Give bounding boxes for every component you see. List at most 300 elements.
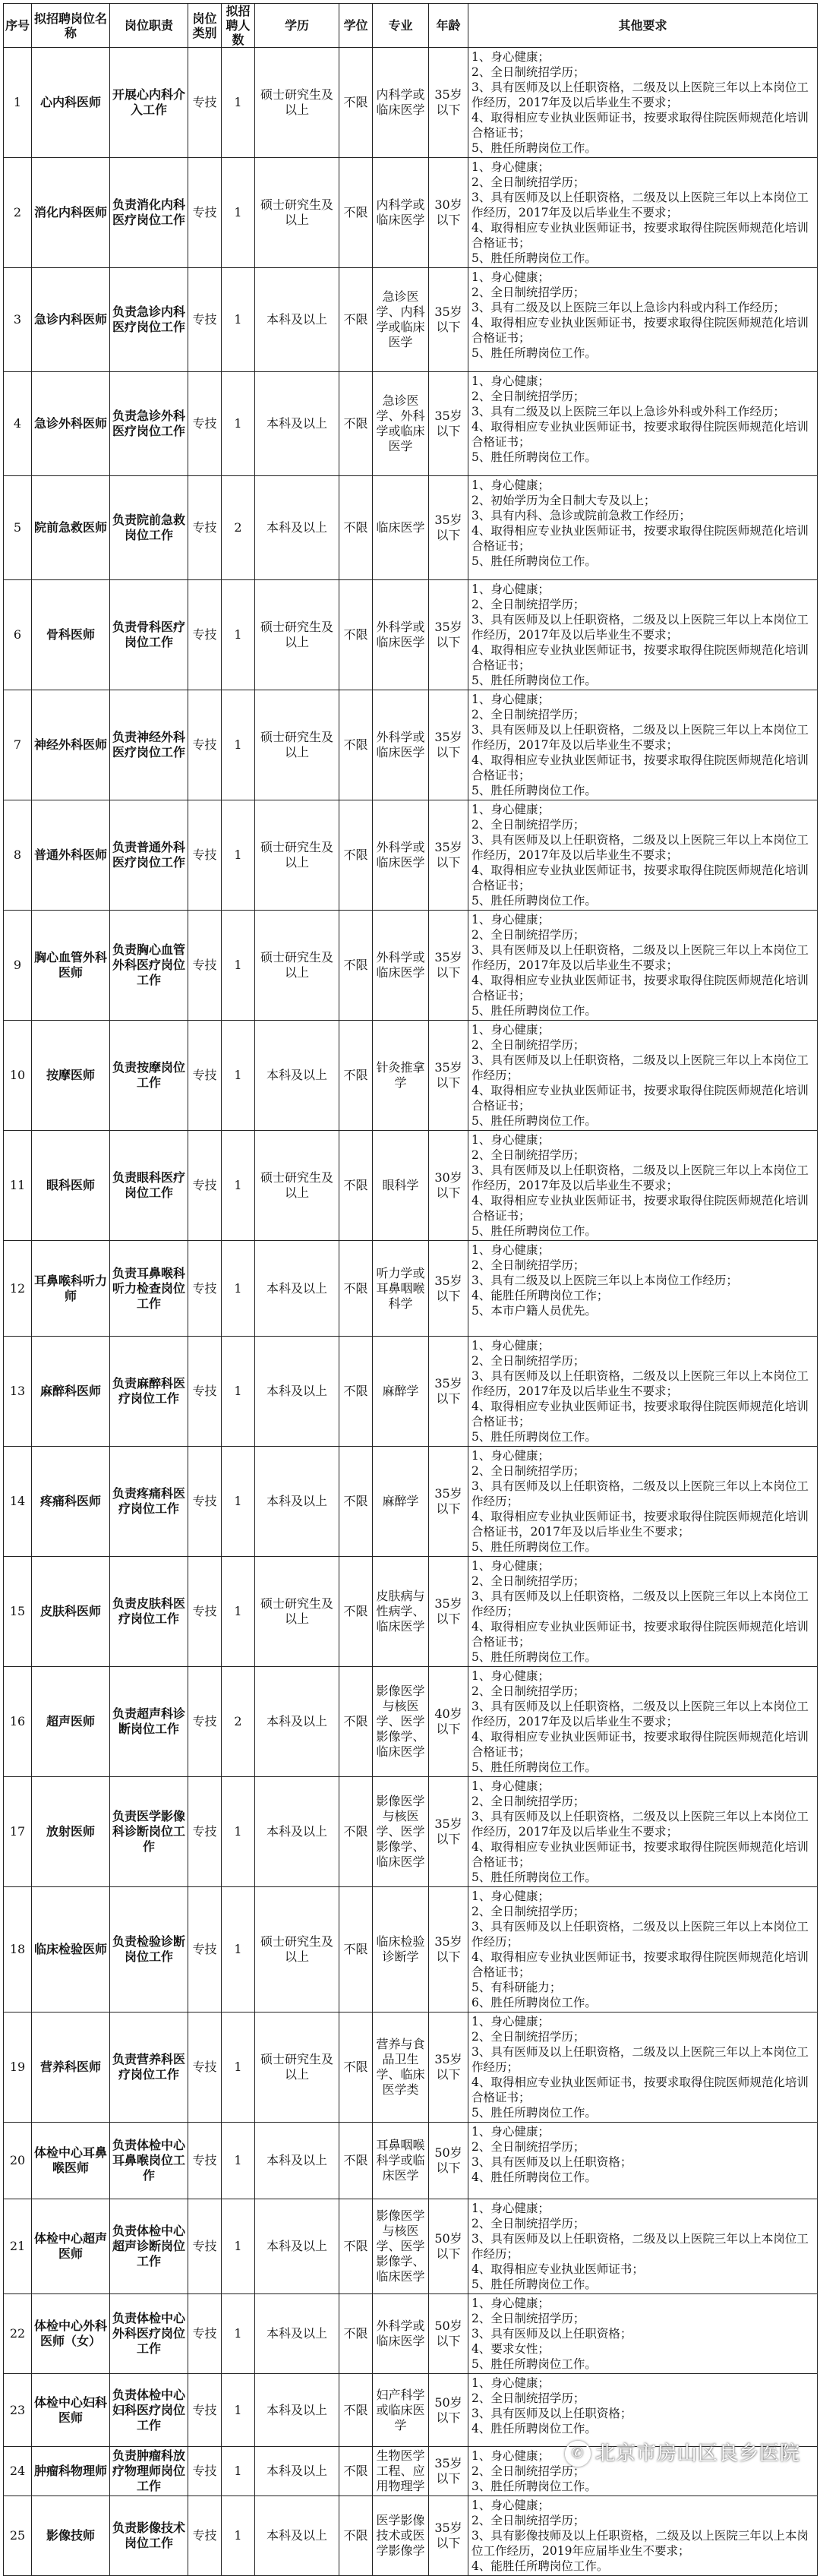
major: 临床医学 bbox=[373, 476, 429, 580]
requirement-line: 3、具有医师及以上任职资格，二级及以上医院三年以上本岗位工作经历，2017年及以后毕业生不要求； bbox=[472, 1810, 809, 1839]
major: 影像医学与核医学、医学影像学、临床医学 bbox=[373, 1667, 429, 1777]
row-number: 12 bbox=[4, 1241, 32, 1337]
position-name: 消化内科医师 bbox=[32, 158, 110, 268]
requirement-line: 5、胜任所聘岗位工作。 bbox=[472, 346, 597, 360]
degree: 不限 bbox=[339, 476, 373, 580]
requirement-line: 2、全日制统招学历； bbox=[472, 598, 585, 611]
hire-count: 1 bbox=[222, 1887, 255, 2012]
requirement-line: 1、身心健康； bbox=[472, 2125, 550, 2139]
requirements bbox=[468, 1241, 818, 1337]
requirement-line: 1、身心健康； bbox=[472, 50, 550, 64]
requirements bbox=[468, 580, 818, 690]
requirement-line: 4、能胜任所聘岗位工作； bbox=[472, 1289, 609, 1302]
requirements bbox=[468, 1021, 818, 1131]
hire-count: 1 bbox=[222, 48, 255, 158]
requirement-line: 2、全日制统招学历； bbox=[472, 65, 585, 79]
position-name: 临床检验医师 bbox=[32, 1887, 110, 2012]
position-duty: 负责皮肤科医疗岗位工作 bbox=[110, 1557, 188, 1667]
education: 本科及以上 bbox=[255, 1337, 339, 1447]
education: 硕士研究生及以上 bbox=[255, 800, 339, 911]
hire-count: 1 bbox=[222, 1131, 255, 1241]
education: 本科及以上 bbox=[255, 1447, 339, 1557]
requirements bbox=[468, 1447, 818, 1557]
age-limit: 50岁以下 bbox=[429, 2123, 468, 2199]
degree: 不限 bbox=[339, 1337, 373, 1447]
requirement-line: 4、取得相应专业执业医师证书，按要求取得住院医师规范化培训合格证书，2017年及以后毕业生不要求； bbox=[472, 1510, 809, 1539]
requirement-line: 4、取得相应专业执业医师证书，按要求取得住院医师规范化培训合格证书； bbox=[472, 643, 809, 672]
requirement-line: 4、取得相应专业执业医师证书，按要求取得住院医师规范化培训合格证书； bbox=[472, 1194, 809, 1223]
degree: 不限 bbox=[339, 580, 373, 690]
row-number: 14 bbox=[4, 1447, 32, 1557]
requirement-line: 5、胜任所聘岗位工作。 bbox=[472, 894, 597, 908]
requirements bbox=[468, 2374, 818, 2447]
major: 皮肤病与性病学、临床医学 bbox=[373, 1557, 429, 1667]
requirement-line: 3、具有内科、急诊或院前急救工作经历； bbox=[472, 509, 691, 522]
degree: 不限 bbox=[339, 372, 373, 476]
education: 本科及以上 bbox=[255, 2374, 339, 2447]
education: 硕士研究生及以上 bbox=[255, 911, 339, 1021]
degree: 不限 bbox=[339, 268, 373, 372]
requirement-line: 5、胜任所聘岗位工作。 bbox=[472, 251, 597, 265]
row-number: 16 bbox=[4, 1667, 32, 1777]
education: 硕士研究生及以上 bbox=[255, 1131, 339, 1241]
table-row bbox=[4, 2123, 818, 2199]
age-limit: 35岁以下 bbox=[429, 911, 468, 1021]
table-row bbox=[4, 268, 818, 372]
requirement-line: 3、具有医师及以上任职资格，二级及以上医院三年以上本岗位工作经历，2017年及以后毕业生不要求； bbox=[472, 191, 809, 219]
requirement-line: 5、本市户籍人员优先。 bbox=[472, 1304, 597, 1318]
table-row bbox=[4, 476, 818, 580]
education: 硕士研究生及以上 bbox=[255, 690, 339, 800]
age-limit: 35岁以下 bbox=[429, 1021, 468, 1131]
major: 耳鼻咽喉科学或临床医学 bbox=[373, 2123, 429, 2199]
position-name: 体检中心外科医师（女） bbox=[32, 2294, 110, 2374]
requirement-line: 3、具有医师及以上任职资格，二级及以上医院三年以上本岗位工作经历； bbox=[472, 2232, 809, 2261]
hire-count: 1 bbox=[222, 911, 255, 1021]
requirement-line: 3、具有医师及以上任职资格，二级及以上医院三年以上本岗位工作经历，2017年及以后毕业生不要求； bbox=[472, 1700, 809, 1728]
position-name: 急诊内科医师 bbox=[32, 268, 110, 372]
requirement-line: 5、胜任所聘岗位工作。 bbox=[472, 1004, 597, 1018]
education: 本科及以上 bbox=[255, 2123, 339, 2199]
header-age: 年龄 bbox=[429, 4, 468, 48]
requirement-line: 3、具有医师及以上任职资格； bbox=[472, 2327, 632, 2341]
age-limit: 35岁以下 bbox=[429, 1777, 468, 1887]
table-row bbox=[4, 2199, 818, 2294]
position-duty: 负责消化内科医疗岗位工作 bbox=[110, 158, 188, 268]
requirement-line: 1、身心健康； bbox=[472, 803, 550, 816]
position-duty: 负责普通外科医疗岗位工作 bbox=[110, 800, 188, 911]
hire-count: 1 bbox=[222, 268, 255, 372]
row-number: 10 bbox=[4, 1021, 32, 1131]
age-limit: 35岁以下 bbox=[429, 476, 468, 580]
requirement-line: 4、取得相应专业执业医师证书，按要求取得住院医师规范化培训合格证书； bbox=[472, 316, 809, 345]
hire-count: 1 bbox=[222, 1337, 255, 1447]
age-limit: 35岁以下 bbox=[429, 580, 468, 690]
header-degree: 学位 bbox=[339, 4, 373, 48]
requirement-line: 3、具有医师及以上任职资格，二级及以上医院三年以上本岗位工作经历； bbox=[472, 1589, 809, 1618]
major: 外科学或临床医学 bbox=[373, 2294, 429, 2374]
requirements bbox=[468, 1777, 818, 1887]
position-name: 眼科医师 bbox=[32, 1131, 110, 1241]
requirement-line: 1、身心健康； bbox=[472, 160, 550, 174]
age-limit: 35岁以下 bbox=[429, 1447, 468, 1557]
requirement-line: 1、身心健康； bbox=[472, 582, 550, 596]
hire-count: 1 bbox=[222, 1777, 255, 1887]
requirement-line: 4、能胜任所聘岗位工作。 bbox=[472, 2559, 609, 2573]
major: 外科学或临床医学 bbox=[373, 580, 429, 690]
position-category: 专技 bbox=[188, 1021, 222, 1131]
requirement-line: 2、全日制统招学历； bbox=[472, 2312, 585, 2325]
row-number: 24 bbox=[4, 2447, 32, 2496]
position-name: 普通外科医师 bbox=[32, 800, 110, 911]
position-name: 麻醉科医师 bbox=[32, 1337, 110, 1447]
degree: 不限 bbox=[339, 1447, 373, 1557]
requirement-line: 3、具有医师及以上任职资格，二级及以上医院三年以上本岗位工作经历，2017年及以后毕业生不要求； bbox=[472, 1163, 809, 1192]
position-duty: 负责胸心血管外科医疗岗位工作 bbox=[110, 911, 188, 1021]
hire-count: 2 bbox=[222, 1667, 255, 1777]
table-row bbox=[4, 2374, 818, 2447]
education: 硕士研究生及以上 bbox=[255, 1887, 339, 2012]
requirement-line: 3、具有医师及以上任职资格，二级及以上医院三年以上本岗位工作经历，2017年及以后毕业生不要求； bbox=[472, 1369, 809, 1398]
major: 针灸推拿学 bbox=[373, 1021, 429, 1131]
degree: 不限 bbox=[339, 2123, 373, 2199]
requirement-line: 1、身心健康； bbox=[472, 2449, 550, 2463]
position-category: 专技 bbox=[188, 580, 222, 690]
major: 内科学或临床医学 bbox=[373, 48, 429, 158]
education: 硕士研究生及以上 bbox=[255, 2012, 339, 2123]
position-duty: 负责体检中心妇科医疗岗位工作 bbox=[110, 2374, 188, 2447]
position-duty: 负责营养科医疗岗位工作 bbox=[110, 2012, 188, 2123]
age-limit: 35岁以下 bbox=[429, 1241, 468, 1337]
requirement-line: 4、要求女性； bbox=[472, 2342, 550, 2356]
position-category: 专技 bbox=[188, 268, 222, 372]
position-duty: 负责医学影像科诊断岗位工作 bbox=[110, 1777, 188, 1887]
position-category: 专技 bbox=[188, 2294, 222, 2374]
hire-count: 1 bbox=[222, 2374, 255, 2447]
degree: 不限 bbox=[339, 911, 373, 1021]
requirements bbox=[468, 800, 818, 911]
position-category: 专技 bbox=[188, 1557, 222, 1667]
position-category: 专技 bbox=[188, 1241, 222, 1337]
hire-count: 1 bbox=[222, 1557, 255, 1667]
position-duty: 负责麻醉科医疗岗位工作 bbox=[110, 1337, 188, 1447]
position-duty: 负责眼科医疗岗位工作 bbox=[110, 1131, 188, 1241]
position-name: 超声医师 bbox=[32, 1667, 110, 1777]
hire-count: 1 bbox=[222, 2012, 255, 2123]
position-category: 专技 bbox=[188, 1667, 222, 1777]
major: 麻醉学 bbox=[373, 1337, 429, 1447]
age-limit: 35岁以下 bbox=[429, 268, 468, 372]
position-name: 疼痛科医师 bbox=[32, 1447, 110, 1557]
position-name: 急诊外科医师 bbox=[32, 372, 110, 476]
requirement-line: 3、具有医师及以上任职资格，二级及以上医院三年以上本岗位工作经历； bbox=[472, 1479, 809, 1508]
position-category: 专技 bbox=[188, 48, 222, 158]
requirement-line: 4、取得相应专业执业医师证书，按要求取得住院医师规范化培训合格证书； bbox=[472, 1620, 809, 1649]
position-duty: 负责骨科医疗岗位工作 bbox=[110, 580, 188, 690]
requirements bbox=[468, 2294, 818, 2374]
requirements bbox=[468, 476, 818, 580]
hire-count: 1 bbox=[222, 2496, 255, 2576]
requirement-line: 2、全日制统招学历； bbox=[472, 1464, 585, 1478]
education: 本科及以上 bbox=[255, 1667, 339, 1777]
table-row bbox=[4, 1021, 818, 1131]
requirement-line: 5、胜任所聘岗位工作。 bbox=[472, 1650, 597, 1664]
position-category: 专技 bbox=[188, 1337, 222, 1447]
hire-count: 1 bbox=[222, 158, 255, 268]
requirements bbox=[468, 2496, 818, 2576]
major: 听力学或耳鼻咽喉科学 bbox=[373, 1241, 429, 1337]
requirement-line: 2、全日制统招学历； bbox=[472, 1148, 585, 1162]
position-name: 按摩医师 bbox=[32, 1021, 110, 1131]
hire-count: 1 bbox=[222, 2123, 255, 2199]
header-position: 拟招聘岗位名称 bbox=[32, 4, 110, 48]
position-name: 皮肤科医师 bbox=[32, 1557, 110, 1667]
header-requirements: 其他要求 bbox=[468, 4, 818, 48]
age-limit: 35岁以下 bbox=[429, 1887, 468, 2012]
position-duty: 负责疼痛科医疗岗位工作 bbox=[110, 1447, 188, 1557]
hire-count: 1 bbox=[222, 800, 255, 911]
requirements bbox=[468, 911, 818, 1021]
major: 医学影像技术或医学影像学 bbox=[373, 2496, 429, 2576]
wechat-logo-icon: ✆ bbox=[565, 2441, 591, 2467]
age-limit: 35岁以下 bbox=[429, 2012, 468, 2123]
table-header-row bbox=[4, 4, 818, 48]
requirement-line: 3、具有医师及以上任职资格，二级及以上医院三年以上本岗位工作经历，2017年及以后毕业生不要求； bbox=[472, 613, 809, 642]
requirements bbox=[468, 2123, 818, 2199]
position-name: 放射医师 bbox=[32, 1777, 110, 1887]
requirement-line: 4、取得相应专业执业医师证书，按要求取得住院医师规范化培训合格证书； bbox=[472, 2076, 809, 2104]
row-number: 19 bbox=[4, 2012, 32, 2123]
requirement-line: 4、取得相应专业执业医师证书，按要求取得住院医师规范化培训合格证书； bbox=[472, 1730, 809, 1759]
requirement-line: 3、具有医师及以上任职资格，二级及以上医院三年以上本岗位工作经历，2017年及以后毕业生不要求； bbox=[472, 80, 809, 109]
requirement-line: 2、全日制统招学历； bbox=[472, 708, 585, 721]
table-row bbox=[4, 2012, 818, 2123]
requirements bbox=[468, 48, 818, 158]
education: 硕士研究生及以上 bbox=[255, 580, 339, 690]
requirement-line: 5、胜任所聘岗位工作。 bbox=[472, 2357, 597, 2371]
age-limit: 50岁以下 bbox=[429, 2199, 468, 2294]
requirement-line: 1、身心健康； bbox=[472, 2015, 550, 2028]
position-duty: 负责体检中心外科医疗岗位工作 bbox=[110, 2294, 188, 2374]
hire-count: 1 bbox=[222, 1241, 255, 1337]
education: 硕士研究生及以上 bbox=[255, 1557, 339, 1667]
major: 外科学或临床医学 bbox=[373, 911, 429, 1021]
requirement-line: 4、取得相应专业执业医师证书，按要求取得住院医师规范化培训合格证书； bbox=[472, 111, 809, 140]
age-limit: 50岁以下 bbox=[429, 2294, 468, 2374]
major: 临床检验诊断学 bbox=[373, 1887, 429, 2012]
header-major: 专业 bbox=[373, 4, 429, 48]
position-name: 骨科医师 bbox=[32, 580, 110, 690]
requirement-line: 3、具有二级及以上医院三年以上急诊外科或外科工作经历； bbox=[472, 405, 785, 418]
requirement-line: 1、身心健康； bbox=[472, 2202, 550, 2215]
header-count: 拟招聘人数 bbox=[222, 4, 255, 48]
requirement-line: 2、全日制统招学历； bbox=[472, 2391, 585, 2405]
requirement-line: 5、胜任所聘岗位工作。 bbox=[472, 674, 597, 687]
major: 影像医学与核医学、医学影像学、临床医学 bbox=[373, 1777, 429, 1887]
row-number: 15 bbox=[4, 1557, 32, 1667]
requirement-line: 2、全日制统招学历； bbox=[472, 286, 585, 299]
requirement-line: 2、初始学历为全日制大专及以上； bbox=[472, 494, 656, 507]
table-row bbox=[4, 1667, 818, 1777]
requirement-line: 5、有科研能力； bbox=[472, 1981, 562, 1994]
requirements bbox=[468, 1337, 818, 1447]
row-number: 6 bbox=[4, 580, 32, 690]
requirement-line: 2、全日制统招学历； bbox=[472, 1684, 585, 1698]
position-name: 影像技师 bbox=[32, 2496, 110, 2576]
requirement-line: 1、身心健康； bbox=[472, 2499, 550, 2512]
position-name: 营养科医师 bbox=[32, 2012, 110, 2123]
education: 本科及以上 bbox=[255, 476, 339, 580]
position-duty: 负责耳鼻喉科听力检查岗位工作 bbox=[110, 1241, 188, 1337]
position-name: 院前急救医师 bbox=[32, 476, 110, 580]
position-duty: 负责急诊内科医疗岗位工作 bbox=[110, 268, 188, 372]
hire-count: 1 bbox=[222, 580, 255, 690]
table-row bbox=[4, 1447, 818, 1557]
hire-count: 1 bbox=[222, 372, 255, 476]
position-category: 专技 bbox=[188, 158, 222, 268]
age-limit: 35岁以下 bbox=[429, 1337, 468, 1447]
requirement-line: 2、全日制统招学历； bbox=[472, 390, 585, 403]
age-limit: 30岁以下 bbox=[429, 1131, 468, 1241]
requirement-line: 1、身心健康； bbox=[472, 1243, 550, 1257]
requirement-line: 2、全日制统招学历； bbox=[472, 1258, 585, 1272]
age-limit: 40岁以下 bbox=[429, 1667, 468, 1777]
hire-count: 1 bbox=[222, 1447, 255, 1557]
requirement-line: 4、取得相应专业执业医师证书，按要求取得住院医师规范化培训合格证书； bbox=[472, 1084, 809, 1113]
position-category: 专技 bbox=[188, 2496, 222, 2576]
requirement-line: 3、具有医师及以上任职资格，二级及以上医院三年以上本岗位工作经历，2017年及以后毕业生不要求； bbox=[472, 833, 809, 862]
requirement-line: 4、取得相应专业执业医师证书； bbox=[472, 2262, 644, 2276]
table-row bbox=[4, 2294, 818, 2374]
position-duty: 负责肿瘤科放疗物理师岗位工作 bbox=[110, 2447, 188, 2496]
education: 本科及以上 bbox=[255, 268, 339, 372]
row-number: 13 bbox=[4, 1337, 32, 1447]
table-row bbox=[4, 1777, 818, 1887]
position-category: 专技 bbox=[188, 2374, 222, 2447]
row-number: 23 bbox=[4, 2374, 32, 2447]
position-category: 专技 bbox=[188, 372, 222, 476]
education: 本科及以上 bbox=[255, 2496, 339, 2576]
requirement-line: 3、具有医师及以上任职资格，二级及以上医院三年以上本岗位工作经历； bbox=[472, 2045, 809, 2074]
position-duty: 负责体检中心超声诊断岗位工作 bbox=[110, 2199, 188, 2294]
degree: 不限 bbox=[339, 2294, 373, 2374]
requirement-line: 4、胜任所聘岗位工作。 bbox=[472, 2422, 597, 2436]
position-name: 神经外科医师 bbox=[32, 690, 110, 800]
degree: 不限 bbox=[339, 2496, 373, 2576]
major: 内科学或临床医学 bbox=[373, 158, 429, 268]
requirement-line: 2、全日制统招学历； bbox=[472, 1574, 585, 1588]
degree: 不限 bbox=[339, 2374, 373, 2447]
requirement-line: 5、胜任所聘岗位工作。 bbox=[472, 450, 597, 464]
requirement-line: 2、全日制统招学历； bbox=[472, 1354, 585, 1368]
education: 本科及以上 bbox=[255, 372, 339, 476]
position-category: 专技 bbox=[188, 2199, 222, 2294]
major: 妇产科学或临床医学 bbox=[373, 2374, 429, 2447]
requirements bbox=[468, 1887, 818, 2012]
age-limit: 35岁以下 bbox=[429, 2447, 468, 2496]
position-category: 专技 bbox=[188, 911, 222, 1021]
requirement-line: 3、具有医师及以上任职资格，二级及以上医院三年以上本岗位工作经历，2017年及以后毕业生不要求； bbox=[472, 723, 809, 752]
major: 眼科学 bbox=[373, 1131, 429, 1241]
age-limit: 35岁以下 bbox=[429, 800, 468, 911]
hire-count: 1 bbox=[222, 1021, 255, 1131]
requirement-line: 2、全日制统招学历； bbox=[472, 1795, 585, 1808]
row-number: 8 bbox=[4, 800, 32, 911]
requirements bbox=[468, 2199, 818, 2294]
major: 麻醉学 bbox=[373, 1447, 429, 1557]
header-education: 学历 bbox=[255, 4, 339, 48]
age-limit: 35岁以下 bbox=[429, 48, 468, 158]
age-limit: 30岁以下 bbox=[429, 158, 468, 268]
table-row bbox=[4, 911, 818, 1021]
row-number: 22 bbox=[4, 2294, 32, 2374]
requirement-line: 5、胜任所聘岗位工作。 bbox=[472, 2106, 597, 2120]
watermark-text: 北京市房山区良乡医院 bbox=[594, 2442, 800, 2465]
major: 急诊医学、内科学或临床医学 bbox=[373, 268, 429, 372]
position-category: 专技 bbox=[188, 1777, 222, 1887]
requirement-line: 3、具有医师及以上任职资格，二级及以上医院三年以上本岗位工作经历，2017年及以后毕业生不要求； bbox=[472, 943, 809, 972]
age-limit: 35岁以下 bbox=[429, 2496, 468, 2576]
position-category: 专技 bbox=[188, 2012, 222, 2123]
recruitment-table bbox=[3, 3, 818, 2576]
requirement-line: 5、胜任所聘岗位工作。 bbox=[472, 141, 597, 155]
header-category: 岗位类别 bbox=[188, 4, 222, 48]
degree: 不限 bbox=[339, 2199, 373, 2294]
table-row bbox=[4, 158, 818, 268]
requirement-line: 2、全日制统招学历； bbox=[472, 818, 585, 832]
requirement-line: 3、具有二级及以上医院三年以上急诊内科或内科工作经历； bbox=[472, 301, 785, 314]
position-duty: 负责超声科诊断岗位工作 bbox=[110, 1667, 188, 1777]
requirement-line: 1、身心健康； bbox=[472, 693, 550, 706]
major: 影像医学与核医学、医学影像学、临床医学 bbox=[373, 2199, 429, 2294]
education: 本科及以上 bbox=[255, 1241, 339, 1337]
age-limit: 35岁以下 bbox=[429, 1557, 468, 1667]
degree: 不限 bbox=[339, 48, 373, 158]
position-name: 胸心血管外科医师 bbox=[32, 911, 110, 1021]
position-category: 专技 bbox=[188, 2447, 222, 2496]
degree: 不限 bbox=[339, 158, 373, 268]
requirements bbox=[468, 1131, 818, 1241]
requirement-line: 3、具有二级及以上医院三年以上本岗位工作经历； bbox=[472, 1274, 738, 1287]
requirement-line: 1、身心健康； bbox=[472, 478, 550, 492]
position-category: 专技 bbox=[188, 800, 222, 911]
requirement-line: 1、身心健康； bbox=[472, 1889, 550, 1903]
requirements bbox=[468, 372, 818, 476]
requirements bbox=[468, 1557, 818, 1667]
row-number: 11 bbox=[4, 1131, 32, 1241]
row-number: 3 bbox=[4, 268, 32, 372]
requirement-line: 4、取得相应专业执业医师证书，按要求取得住院医师规范化培训合格证书； bbox=[472, 753, 809, 782]
degree: 不限 bbox=[339, 2447, 373, 2496]
row-number: 1 bbox=[4, 48, 32, 158]
hire-count: 1 bbox=[222, 2294, 255, 2374]
position-name: 耳鼻喉科听力师 bbox=[32, 1241, 110, 1337]
requirement-line: 2、全日制统招学历； bbox=[472, 928, 585, 942]
degree: 不限 bbox=[339, 1667, 373, 1777]
major: 生物医学工程、应用物理学 bbox=[373, 2447, 429, 2496]
requirement-line: 4、取得相应专业执业医师证书，按要求取得住院医师规范化培训合格证书； bbox=[472, 1840, 809, 1869]
header-duty: 岗位职责 bbox=[110, 4, 188, 48]
row-number: 4 bbox=[4, 372, 32, 476]
requirement-line: 2、全日制统招学历； bbox=[472, 2514, 585, 2527]
position-category: 专技 bbox=[188, 476, 222, 580]
row-number: 25 bbox=[4, 2496, 32, 2576]
education: 本科及以上 bbox=[255, 2294, 339, 2374]
requirement-line: 5、胜任所聘岗位工作。 bbox=[472, 1430, 597, 1444]
requirement-line: 1、身心健康； bbox=[472, 1559, 550, 1573]
requirement-line: 3、具有医师及以上任职资格，二级及以上医院三年以上本岗位工作经历； bbox=[472, 1053, 809, 1082]
education: 本科及以上 bbox=[255, 2447, 339, 2496]
